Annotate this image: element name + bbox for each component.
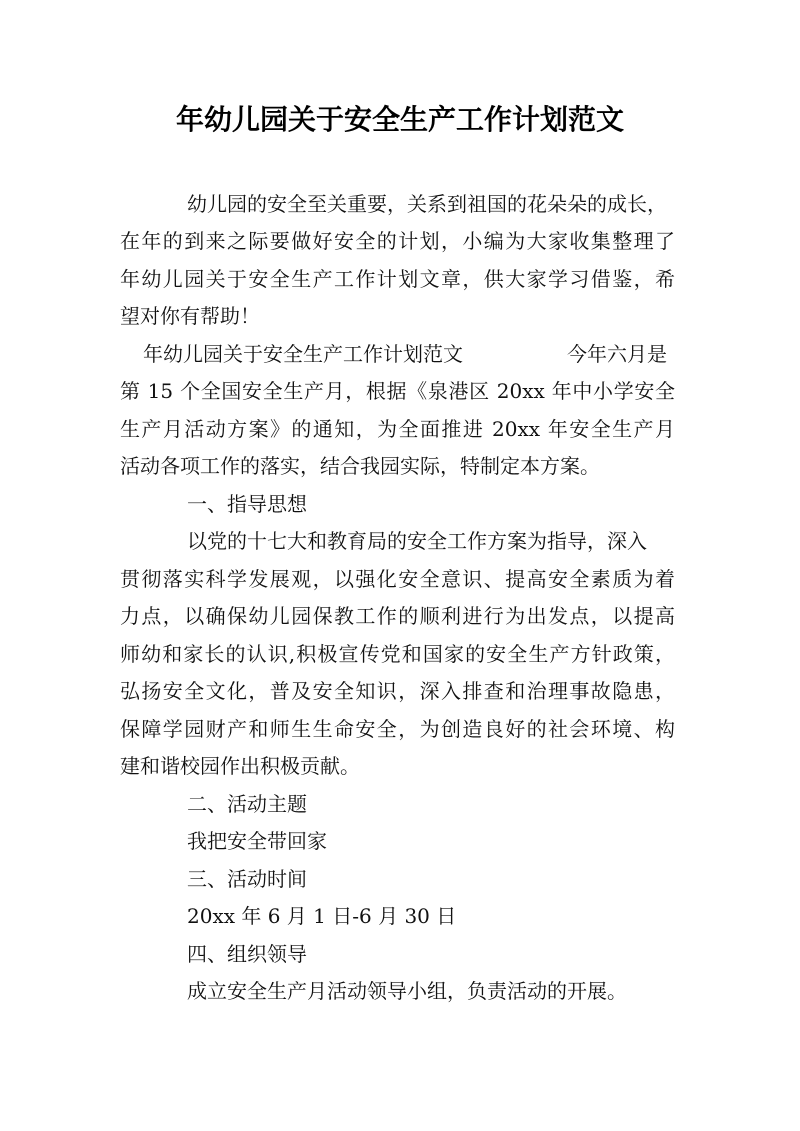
paragraph-line: 今年六月是 (567, 342, 667, 366)
section-heading: 三、活动时间 (187, 867, 307, 891)
paragraph-line: 师幼和家长的认识,积极宣传党和国家的安全生产方针政策， (120, 642, 675, 666)
section-heading: 四、组织领导 (187, 942, 307, 966)
document-title: 年幼儿园关于安全生产工作计划范文 (175, 103, 624, 136)
paragraph-line: 年幼儿园关于安全生产工作计划范文 (143, 342, 463, 366)
paragraph-line: 建和谐校园作出积极贡献。 (120, 754, 360, 778)
paragraph-line: 活动各项工作的落实，结合我园实际，特制定本方案。 (120, 454, 600, 478)
paragraph-line: 年幼儿园关于安全生产工作计划文章，供大家学习借鉴，希 (120, 267, 675, 291)
paragraph-line: 生产月活动方案》的通知，为全面推进 20xx 年安全生产月 (120, 417, 675, 441)
paragraph-line: 望对你有帮助！ (120, 304, 260, 328)
paragraph-line: 贯彻落实科学发展观，以强化安全意识、提高安全素质为着 (120, 567, 675, 591)
paragraph-line: 第 15 个全国安全生产月，根据《泉港区 20xx 年中小学安全 (120, 379, 675, 403)
paragraph-line: 我把安全带回家 (187, 829, 327, 853)
section-heading: 二、活动主题 (187, 792, 307, 816)
paragraph-line: 力点，以确保幼儿园保教工作的顺利进行为出发点，以提高 (120, 604, 675, 628)
paragraph-line: 保障学园财产和师生生命安全，为创造良好的社会环境、构 (120, 717, 675, 741)
paragraph-line: 成立安全生产月活动领导小组，负责活动的开展。 (187, 979, 627, 1003)
paragraph-line: 幼儿园的安全至关重要，关系到祖国的花朵朵的成长， (187, 192, 667, 216)
paragraph-line: 弘扬安全文化，普及安全知识，深入排查和治理事故隐患， (120, 679, 675, 703)
paragraph-line: 以党的十七大和教育局的安全工作方案为指导，深入 (187, 529, 647, 553)
section-heading: 一、指导思想 (187, 492, 307, 516)
paragraph-line: 在年的到来之际要做好安全的计划，小编为大家收集整理了 (120, 229, 675, 253)
paragraph-line: 20xx 年 6 月 1 日-6 月 30 日 (187, 904, 457, 928)
